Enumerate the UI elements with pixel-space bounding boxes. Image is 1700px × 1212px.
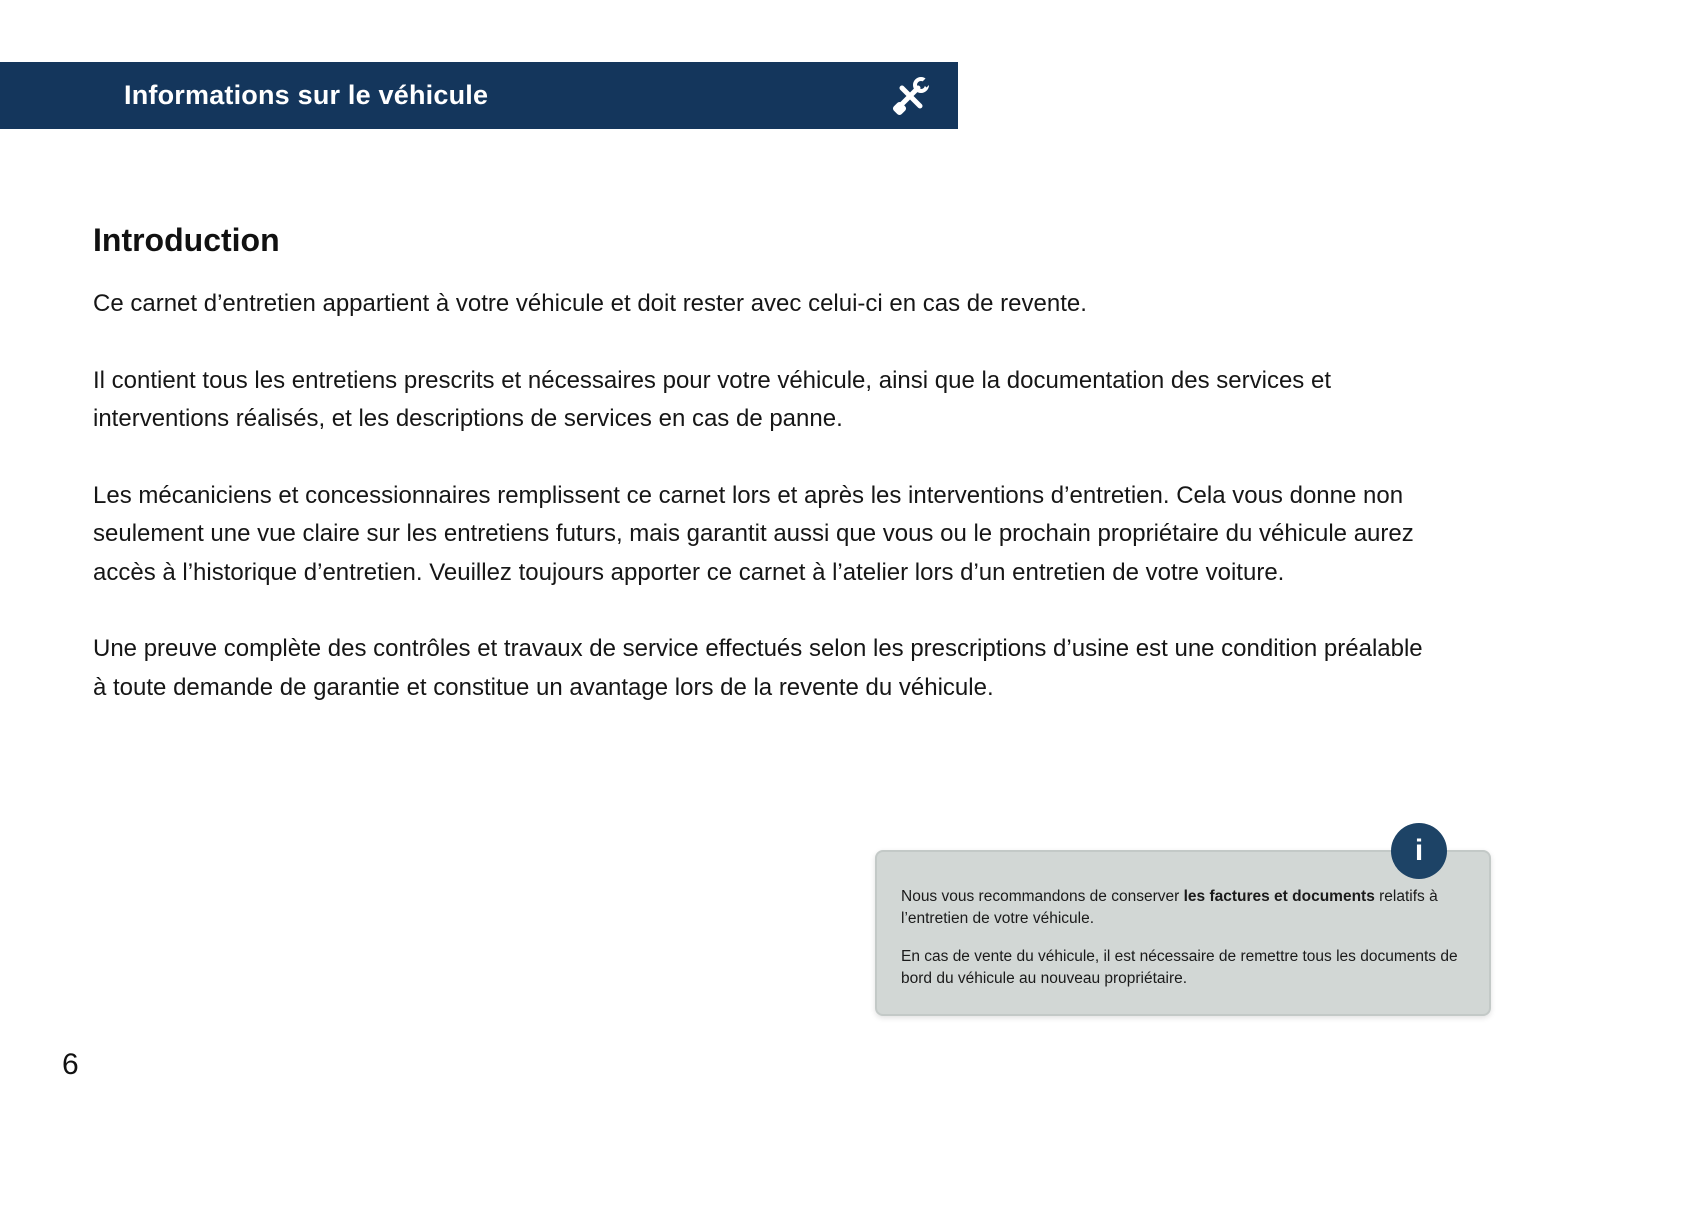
info-icon-letter: i	[1414, 834, 1424, 867]
info-paragraph-1-suffix: relatifs à l’entretien de votre véhicule.	[901, 888, 1438, 927]
section-title: Informations sur le véhicule	[124, 80, 489, 110]
page-number: 6	[62, 1048, 79, 1081]
info-paragraph-2: En cas de vente du véhicule, il est nécessaire de remettre tous les documents de bord du véhicule au nouveau propriétaire.	[901, 948, 1458, 987]
info-icon	[1391, 823, 1447, 879]
info-paragraph-1	[901, 886, 1459, 930]
info-box	[875, 834, 1491, 1016]
body-paragraph-3: Les mécaniciens et concessionnaires remplissent ce carnet lors et après les interventions d’entretien. Cela vous donne non seulement une vue claire sur les entretiens futurs, mais garantit aussi que vous ou le prochain propriétaire du véhicule aurez accès à l’historique d’entretien. Veuillez toujours apporter ce carnet à l’atelier lors d’un entretien de votre voiture.	[93, 481, 1414, 586]
main-content	[93, 222, 1438, 745]
body-paragraph-4: Une preuve complète des contrôles et travaux de service effectués selon les prescriptions d’usine est une condition préalable à toute demande de garantie et constitue un avantage lors de la revente du véhicule.	[93, 635, 1423, 701]
section-header-bar	[0, 62, 958, 129]
tools-icon	[890, 76, 930, 116]
body-paragraph-2: Il contient tous les entretiens prescrits et nécessaires pour votre véhicule, ainsi que la documentation des services et interventions réalisés, et les descriptions de services en cas de panne.	[93, 366, 1331, 432]
info-paragraph-1-prefix: Nous vous recommandons de conserver	[901, 888, 1184, 905]
info-paragraph-1-bold: les factures et documents	[1183, 888, 1375, 905]
body-paragraph-1: Ce carnet d’entretien appartient à votre véhicule et doit rester avec celui-ci en cas de revente.	[93, 290, 1087, 317]
page-heading: Introduction	[93, 222, 280, 258]
